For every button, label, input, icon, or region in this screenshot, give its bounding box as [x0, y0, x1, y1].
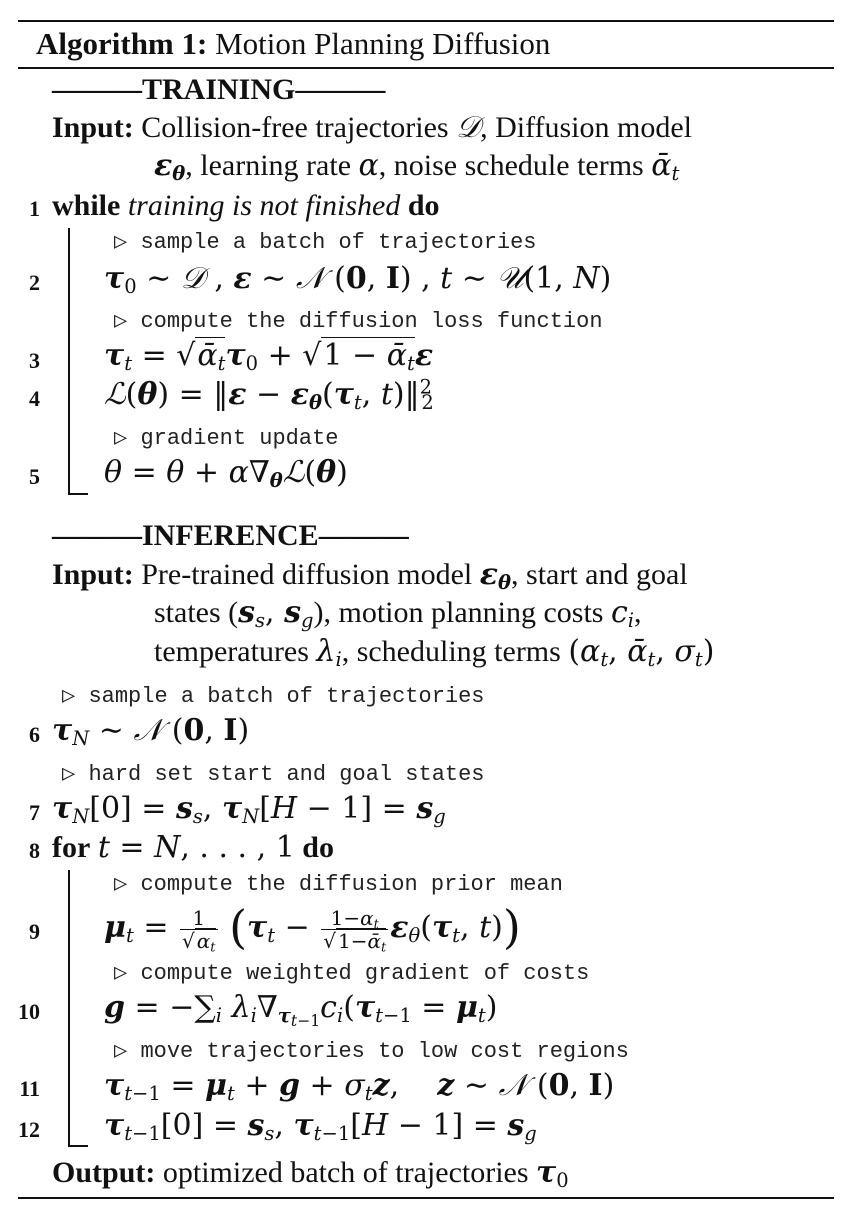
- inference-input-line3: temperatures $\lambda_i$, scheduling terms ($\alpha_t$, ᾱ$_t$, $\sigma_t$): [154, 634, 715, 671]
- comment-weighted-gradient: ▷ compute weighted gradient of costs: [114, 961, 590, 986]
- line-number: 11: [19, 1076, 40, 1101]
- line-5-update: $\theta = \theta + \alpha\nabla_\theta ℒ(\theta)$: [104, 455, 348, 492]
- training-input: [52, 110, 692, 146]
- line-6-init: $\tau_N$ ∼ 𝒩 (0, I): [52, 713, 250, 750]
- line-number: 9: [29, 919, 40, 944]
- inference-input-line2: states ($s_s$, $s_g$), motion planning costs $c_i$,: [154, 595, 642, 632]
- inference-header: ———INFERENCE———: [52, 519, 409, 552]
- line-number: 2: [29, 270, 40, 295]
- algorithm-label: Algorithm 1:: [36, 26, 208, 61]
- training-input-label: Input:: [52, 111, 134, 144]
- line-11-step: $\tau_{t-1} = \mu_t + g + \sigma_tz$, z ∼ 𝒩 (0, I): [104, 1068, 615, 1105]
- line-9-prior-mean: $\mu_t$ = $\frac{1}{√ \alpha_t}$ ($\tau_t$ − $\frac{1-\alpha_t}{√ 1-ᾱ_t}$ $\varepsilon_\theta(\tau_t$, t)): [104, 900, 521, 955]
- comment-move-trajectories: ▷ move trajectories to low cost regions: [114, 1039, 629, 1064]
- line-number: 3: [29, 348, 40, 373]
- algorithm-name: Motion Planning Diffusion: [215, 26, 551, 61]
- line-10-gradient: $g = -\sum_i$ $\lambda_i\nabla_{\tau_{t-1}}c_i(\tau_{t-1} = \mu_t)$: [104, 990, 498, 1030]
- line-number: 8: [29, 838, 40, 863]
- line-4-loss: ℒ(θ) = ‖ε − $\varepsilon_\theta(\tau_t$, t)‖$^2_2$: [104, 375, 434, 414]
- for-block-foot: [68, 1145, 88, 1147]
- comment-sample-batch-inference: ▷ sample a batch of trajectories: [62, 684, 485, 709]
- title-rule: [18, 67, 834, 69]
- line-2-sampling: $\tau_0$ ∼ 𝒟 , ε ∼ 𝒩 (0, I) , t ∼ 𝒰(1, N): [104, 261, 612, 298]
- comment-gradient: ▷ gradient update: [114, 426, 339, 451]
- while-block-foot: [68, 493, 88, 495]
- output-label: Output:: [52, 1156, 156, 1189]
- bottom-rule: [18, 1197, 834, 1199]
- while-block-bar: [68, 228, 70, 494]
- comment-prior-mean: ▷ compute the diffusion prior mean: [114, 872, 563, 897]
- line-12-hard-set: $\tau_{t-1}[0] = s_s$, $\tau_{t-1}[H - 1] = s_g$: [104, 1108, 537, 1145]
- line-7-hard-set: $\tau_N[0] = s_s$, $\tau_N[H - 1] = s_g$: [52, 791, 446, 828]
- for-line: for t = N, . . . , 1 do: [52, 830, 334, 865]
- line-number: 4: [29, 386, 40, 411]
- inference-input: [52, 557, 688, 593]
- output-text: optimized batch of trajectories $\tau_0$: [162, 1155, 569, 1192]
- line-number: 10: [18, 999, 40, 1024]
- training-header: ———TRAINING———: [52, 73, 386, 106]
- comment-sample-batch: ▷ sample a batch of trajectories: [114, 230, 537, 255]
- inference-input-label: Input:: [52, 558, 134, 591]
- top-rule: [18, 20, 834, 22]
- training-input-line1: Collision-free trajectories 𝒟, Diffusion model: [141, 110, 692, 145]
- comment-hard-set: ▷ hard set start and goal states: [62, 762, 485, 787]
- inference-input-line1: Pre-trained diffusion model $\varepsilon_\theta$, start and goal: [141, 557, 688, 594]
- line-number: 6: [29, 722, 40, 747]
- training-input-line2: $\varepsilon_\theta$, learning rate α, noise schedule terms ᾱ$_t$: [154, 148, 680, 185]
- output-line: [52, 1155, 569, 1191]
- for-block-bar: [68, 870, 70, 1146]
- line-number: 12: [18, 1117, 40, 1142]
- line-number: 7: [29, 800, 40, 825]
- line-3-forward: $\tau_t$ = $√ᾱ_t\tau_0 + √1$ − ᾱ$_t$ε: [104, 338, 434, 375]
- while-line: while training is not finished do: [52, 189, 440, 222]
- algorithm-title: [36, 26, 550, 62]
- line-number: 5: [29, 464, 40, 489]
- comment-loss: ▷ compute the diffusion loss function: [114, 309, 603, 334]
- line-number: 1: [29, 196, 40, 221]
